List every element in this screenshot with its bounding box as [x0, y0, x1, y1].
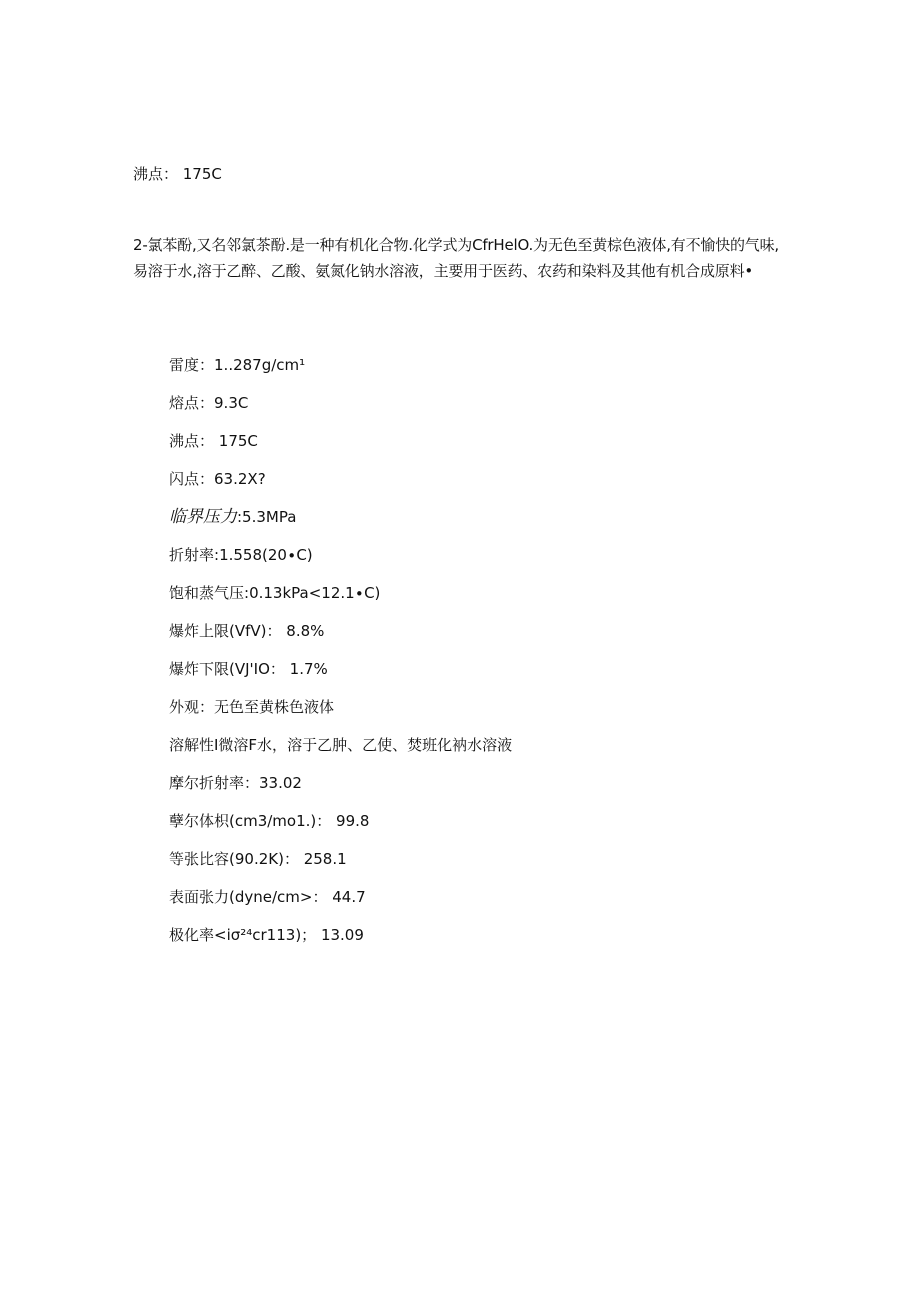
property-value: 1.558(20∙C) [219, 546, 313, 564]
property-value: 99.8 [331, 812, 370, 830]
property-value: :5.3MPa [237, 508, 297, 526]
property-label: 外观： [169, 698, 215, 716]
property-value: 1.7% [284, 660, 328, 678]
property-molar-refractivity [169, 773, 512, 811]
property-polarizability [169, 925, 512, 963]
property-label: 沸点： [169, 432, 215, 450]
property-label: 熔点： [169, 394, 215, 412]
property-list [169, 355, 512, 963]
property-label: 饱和蒸气压: [169, 584, 250, 602]
property-label: 雷度： [169, 356, 215, 374]
property-value: 1..287g∕cm¹ [214, 356, 306, 374]
property-label: 孽尔体枳(cm3∕mo1.)： [169, 812, 332, 830]
property-boiling-point [169, 431, 512, 469]
property-value: 63.2X? [214, 470, 266, 488]
property-value: 258.1 [298, 850, 347, 868]
property-label: 爆炸上限(VfV)： [169, 622, 282, 640]
property-label: 摩尔折射率： [169, 774, 260, 792]
property-flash-point [169, 469, 512, 507]
property-parachor [169, 849, 512, 887]
property-label: 溶解性I微溶F水， [169, 736, 288, 754]
property-label: 爆炸下限(VJ'IO： [169, 660, 285, 678]
property-appearance [169, 697, 512, 735]
property-label: 等张比容(90.2K)： [169, 850, 299, 868]
property-value: 44.7 [327, 888, 366, 906]
property-value: 9.3C [214, 394, 249, 412]
property-label: 折射率: [169, 546, 220, 564]
property-value: 8.8% [281, 622, 325, 640]
property-density [169, 355, 512, 393]
property-explosion-lower [169, 659, 512, 697]
property-vapor-pressure [169, 583, 512, 621]
property-solubility [169, 735, 512, 773]
property-molar-volume [169, 811, 512, 849]
property-label: 闪点： [169, 470, 215, 488]
property-value: 13.09 [316, 926, 364, 944]
property-melting-point [169, 393, 512, 431]
boiling-point-line: 沸点： 175C [133, 165, 222, 183]
property-surface-tension [169, 887, 512, 925]
property-label: 临界压力 [169, 507, 237, 527]
property-value: 无色至黄株色液体 [214, 698, 335, 716]
property-value: 溶于乙肿、乙使、焚班化衲水溶液 [287, 736, 513, 754]
property-critical-pressure [169, 507, 512, 545]
property-label: 极化率<iσ²⁴cr113)； [169, 926, 317, 944]
property-value: 175C [214, 432, 258, 450]
property-value: 33.02 [259, 774, 302, 792]
intro-paragraph: 2-氯苯酚,又名邻氯茶酚.是一种有机化合物.化学式为CfrHelO.为无色至黄棕色液体,有不愉快的气味,易溶于水,溶于乙醉、乙酸、氨氮化钠水溶液，主要用于医药、农药和染料及其他有机合成原料• [133, 236, 779, 280]
property-refractive-index [169, 545, 512, 583]
property-explosion-upper [169, 621, 512, 659]
property-value: 0.13kPa<12.1∙C) [249, 584, 381, 602]
property-label: 表面张力(dyne/cm>： [169, 888, 328, 906]
